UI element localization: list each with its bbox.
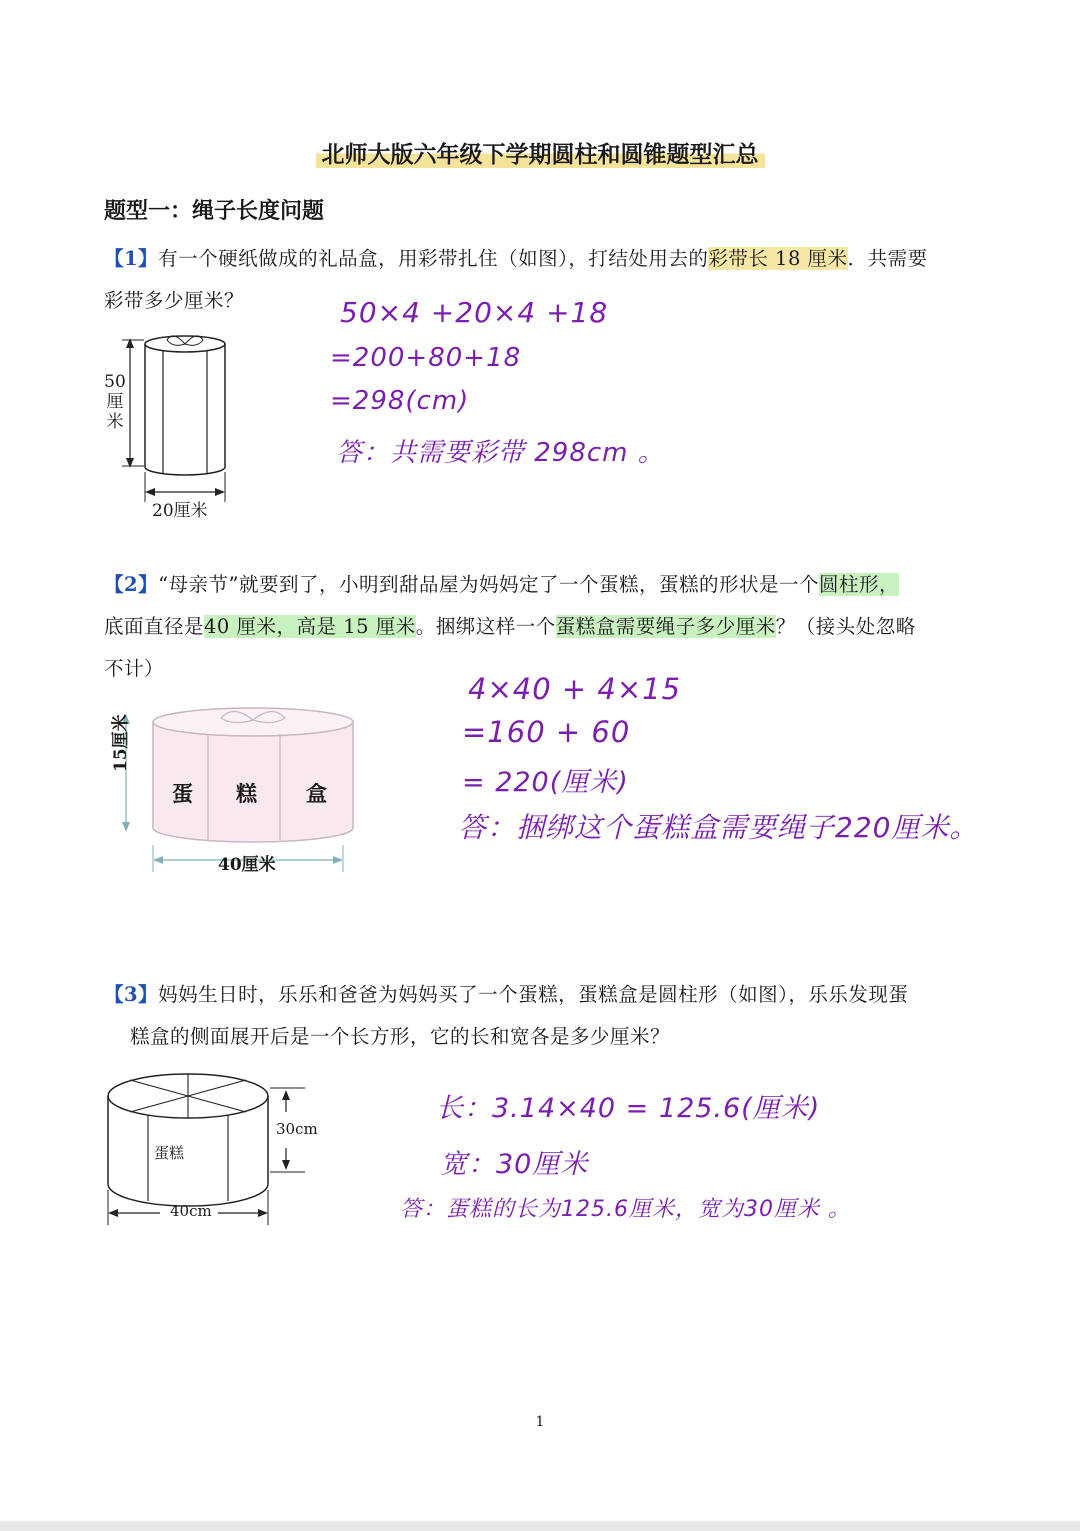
q2-number: 【2】: [104, 573, 159, 596]
q3-fig-label: 蛋糕: [154, 1144, 185, 1162]
q2-fig-char-1: 蛋: [172, 781, 193, 806]
q3-width-label: 40cm: [170, 1202, 212, 1220]
q1-work-line-1: 50×4 +20×4 +18: [340, 296, 609, 329]
q3-text: 【3】妈妈生日时，乐乐和爸爸为妈妈买了一个蛋糕，蛋糕盒是圆柱形（如图），乐乐发现蛋 糕盒的侧面展开后是一个长方形，它的长和宽各是多少厘米？: [104, 983, 909, 1048]
q1-width-label: 20厘米: [152, 501, 208, 521]
section-heading: 题型一：绳子长度问题: [104, 199, 325, 224]
q3-answer: 答：蛋糕的长为125.6厘米，宽为30厘米 。: [400, 1197, 851, 1222]
q1-text: 【1】有一个硬纸做成的礼品盒，用彩带扎住（如图），打结处用去的彩带长 18 厘米．共需要 彩带多少厘米？: [104, 247, 928, 312]
q1-work-line-3: =298(cm): [330, 386, 470, 416]
q3-work-line-1: 长：3.14×40 = 125.6(厘米): [436, 1093, 821, 1124]
q2-work-line-2: =160 + 60: [462, 715, 631, 749]
q2-work-line-3: = 220(厘米): [462, 767, 629, 798]
q1-work-line-2: =200+80+18: [330, 343, 522, 373]
q1-answer: 答：共需要彩带 298cm 。: [336, 438, 665, 468]
q2-text: 【2】“母亲节”就要到了，小明到甜品屋为妈妈定了一个蛋糕，蛋糕的形状是一个圆柱形， 底面直径是40 厘米，高是 15 厘米。捆绑这样一个蛋糕盒需要绳子多少厘米？（接头处忽略 不计）: [104, 573, 916, 680]
page-bottom-edge: [0, 1521, 1080, 1531]
q1-height-label: 50 厘 米: [104, 372, 126, 432]
q2-fig-char-2: 糕: [236, 781, 257, 806]
document-title: 北师大版六年级下学期圆柱和圆锥题型汇总: [0, 136, 1080, 169]
q2-answer: 答：捆绑这个蛋糕盒需要绳子220厘米。: [458, 811, 979, 844]
q1-highlight: 彩带长 18 厘米: [708, 247, 848, 270]
q3-work-line-2: 宽：30厘米: [440, 1149, 589, 1180]
q2-work-line-1: 4×40 + 4×15: [468, 672, 682, 706]
q2-fig-char-3: 盒: [306, 781, 327, 806]
q2-height-label: 15厘米: [111, 714, 131, 772]
q3-number: 【3】: [104, 983, 159, 1006]
q3-cake-figure: [100, 1060, 325, 1230]
page-number: 1: [535, 1414, 545, 1430]
q1-number: 【1】: [104, 247, 159, 270]
q2-width-label: 40厘米: [218, 855, 276, 875]
q3-height-label: 30cm: [276, 1120, 318, 1138]
